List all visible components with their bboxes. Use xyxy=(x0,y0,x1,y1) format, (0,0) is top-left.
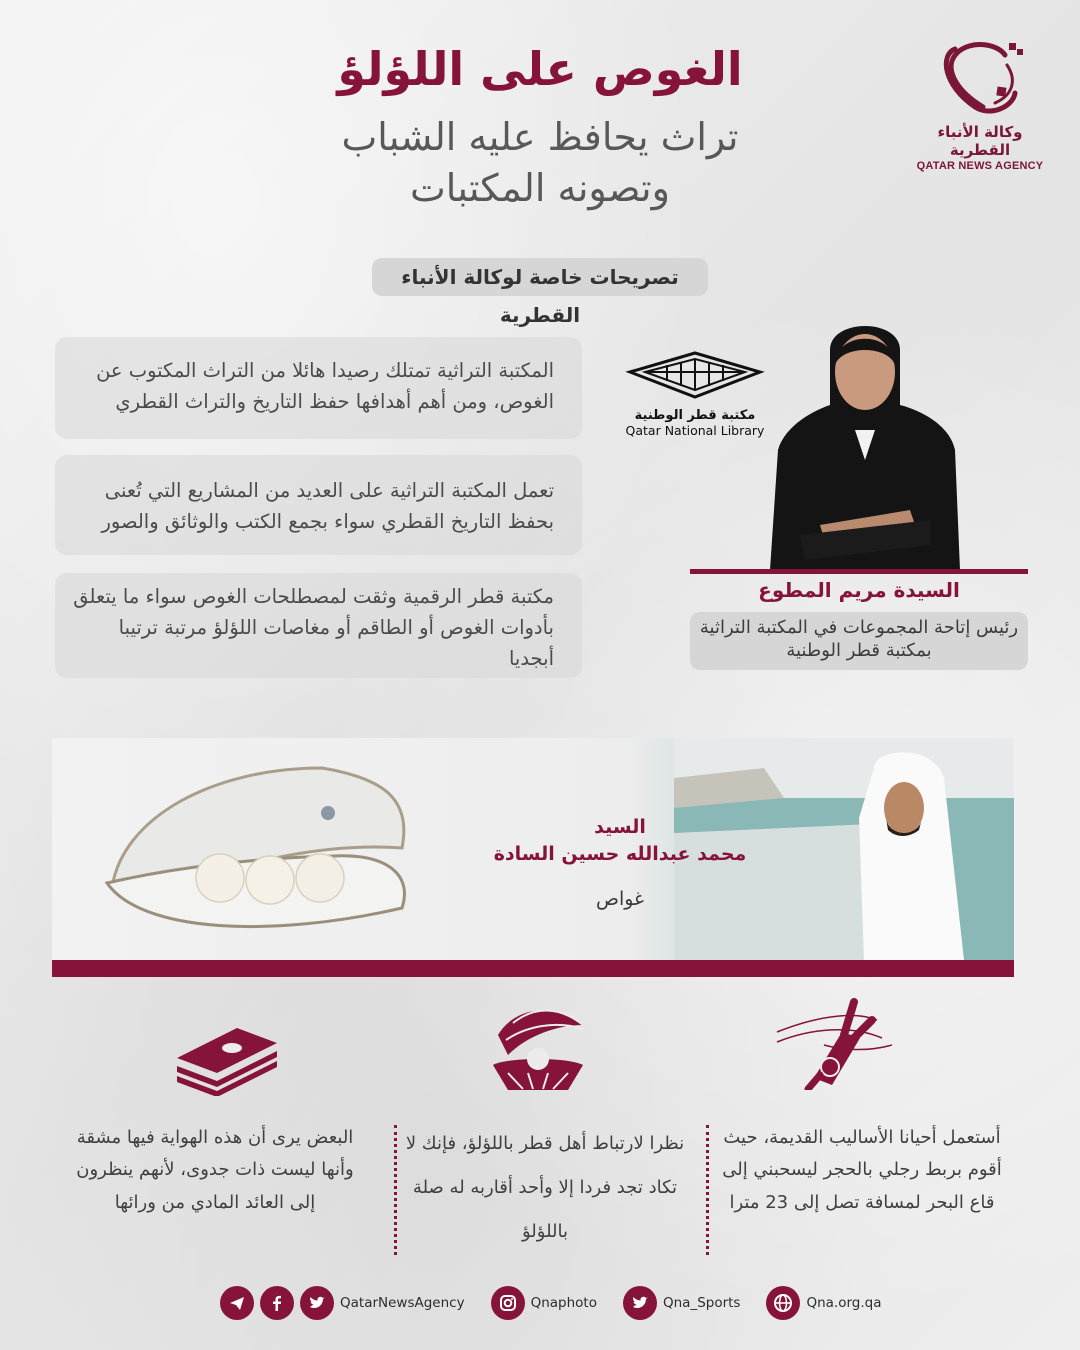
oyster-pearl-icon xyxy=(488,995,588,1095)
diver-statement-3: البعض يرى أن هذه الهواية فيها مشقة وأنها ليست ذات جدوى، لأنهم ينظرون إلى العائد المادي من ورائها xyxy=(76,1127,354,1213)
page-subtitle xyxy=(200,112,880,215)
social-footer xyxy=(220,1284,882,1322)
page-title: الغوص على اللؤلؤ xyxy=(337,42,743,96)
quote-card-1: المكتبة التراثية تمتلك رصيدا هائلا من التراث المكتوب عن الغوص، ومن أهم أهدافها حفظ التاريخ والتراث القطري xyxy=(55,337,582,439)
twitter-icon[interactable] xyxy=(623,1286,657,1320)
globe-icon[interactable] xyxy=(766,1286,800,1320)
person-role: رئيس إتاحة المجموعات في المكتبة التراثية بمكتبة قطر الوطنية xyxy=(690,612,1028,670)
footer-link-qna-website[interactable]: Qna.org.qa xyxy=(806,1295,882,1311)
quote-card-3: مكتبة قطر الرقمية وثقت لمصطلحات الغوص سواء ما يتعلق بأدوات الغوص أو الطاقم أو مغاصات اللؤلؤ مرتبة ترتيبا أبجديا xyxy=(55,573,582,678)
qna-logo xyxy=(905,35,1055,172)
diver-statement-2: نظرا لارتباط أهل قطر باللؤلؤ، فإنك لا تكاد تجد فردا إلا وأحد أقاربه له صلة باللؤلؤ xyxy=(405,1133,685,1243)
footer-link-qatarnewsagency[interactable]: QatarNewsAgency xyxy=(340,1295,465,1311)
qna-emblem-icon xyxy=(935,35,1025,119)
facebook-icon[interactable] xyxy=(260,1286,294,1320)
subtitle-line-2: وتصونه المكتبات xyxy=(410,166,670,211)
library-name-ar: مكتبة قطر الوطنية xyxy=(634,408,756,423)
library-name-en: Qatar National Library xyxy=(625,423,765,438)
diver-name: محمد عبدالله حسين السادة xyxy=(493,842,747,865)
banner-accent-bar xyxy=(52,960,1014,977)
diver-statement-1: أستعمل أحيانا الأساليب القديمة، حيث أقوم بربط رجلي بالحجر ليسحبني إلى قاع البحر لمسافة تصل إلى 23 مترا xyxy=(722,1127,1002,1213)
logo-name-en: QATAR NEWS AGENCY xyxy=(916,160,1044,172)
library-emblem-icon xyxy=(625,350,765,402)
portrait-photo xyxy=(760,310,970,570)
logo-name-ar: وكالة الأنباء القطرية xyxy=(937,123,1023,159)
footer-link-qnaphoto[interactable]: Qnaphoto xyxy=(530,1295,597,1311)
telegram-icon[interactable] xyxy=(220,1286,254,1320)
diver-icon xyxy=(772,990,892,1090)
person-name: السيدة مريم المطوع xyxy=(758,578,960,602)
instagram-icon[interactable] xyxy=(491,1286,525,1320)
diver-honorific: السيد xyxy=(594,816,646,838)
column-divider xyxy=(706,1125,709,1255)
person-divider xyxy=(690,569,1028,574)
quote-card-2: تعمل المكتبة التراثية على العديد من المشاريع التي تُعنى بحفظ التاريخ القطري سواء بجمع الكتب والوثائق والصور xyxy=(55,455,582,555)
diver-name-block xyxy=(400,814,840,867)
column-divider xyxy=(394,1125,397,1255)
oyster-pearls-photo xyxy=(92,738,432,960)
subtitle-line-1: تراث يحافظ عليه الشباب xyxy=(341,115,739,159)
tagline-badge: تصريحات خاصة لوكالة الأنباء القطرية xyxy=(372,258,708,296)
money-stack-icon xyxy=(172,1018,282,1096)
footer-link-qna-sports[interactable]: Qna_Sports xyxy=(662,1295,741,1311)
diver-role: غواص xyxy=(595,888,644,910)
qatar-national-library-logo xyxy=(605,350,785,438)
twitter-icon[interactable] xyxy=(300,1286,334,1320)
